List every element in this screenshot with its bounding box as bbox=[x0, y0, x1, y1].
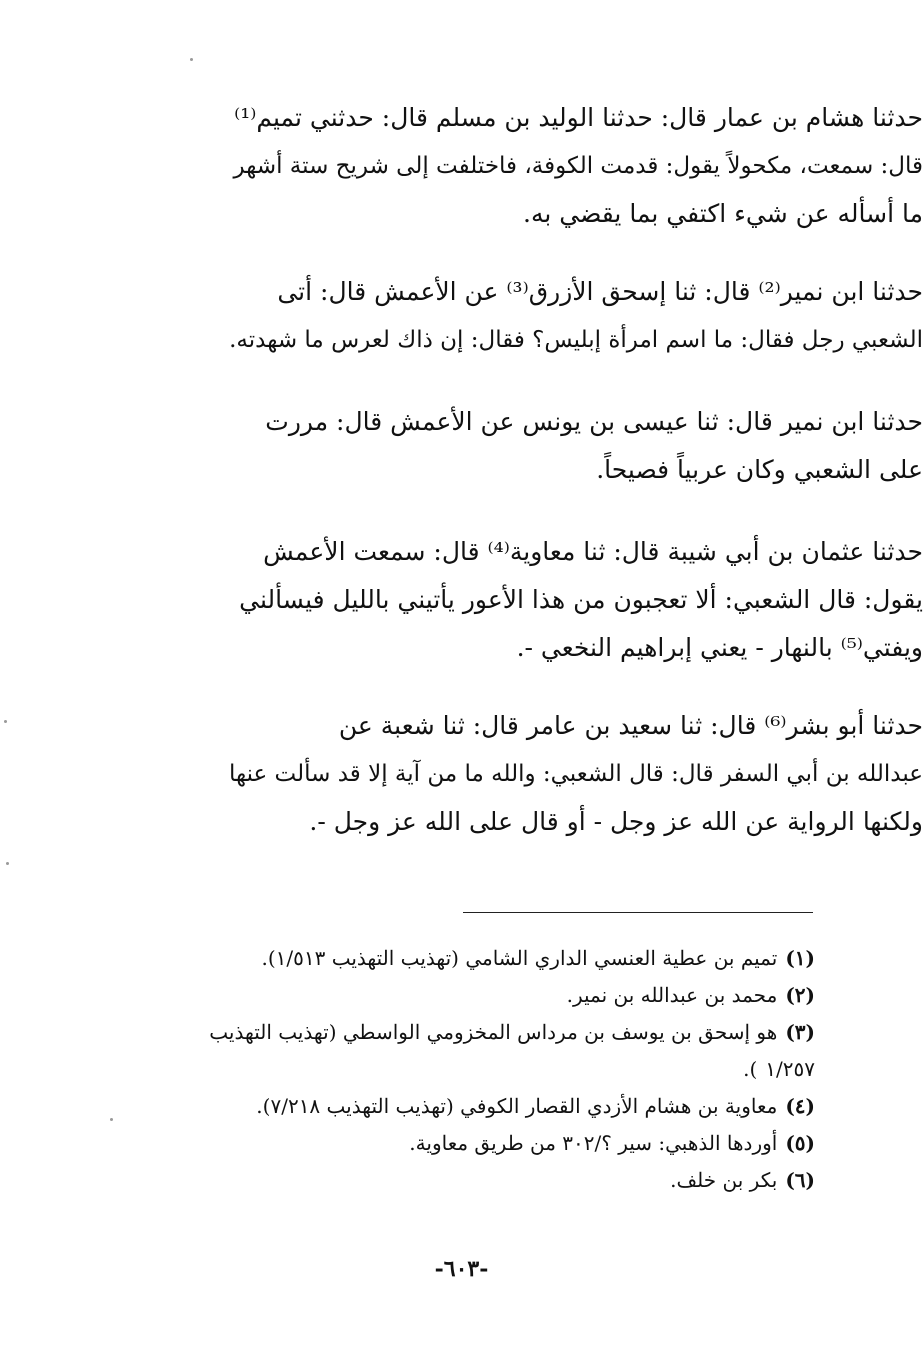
footnote-text: هو إسحق بن يوسف بن مرداس المخزومي الواسطي (تهذيب التهذيب bbox=[209, 1020, 778, 1044]
footnote-number: (٣) bbox=[785, 1020, 815, 1044]
footnote-text: تميم بن عطية العنسي الداري الشامي (تهذيب التهذيب ١/٥١٣). bbox=[261, 946, 778, 970]
footnote-text: بكر بن خلف. bbox=[670, 1168, 778, 1192]
paragraph-line: عبدالله بن أبي السفر قال: قال الشعبي: والله ما من آية إلا قد سألت عنها bbox=[228, 761, 923, 787]
paragraph-2 bbox=[223, 268, 923, 364]
paragraph-line: حدثنا ابن نمير قال: ثنا عيسى بن يونس عن الأعمش قال: مررت bbox=[265, 407, 923, 436]
paragraph-1 bbox=[223, 94, 923, 238]
footnote-text: محمد بن عبدالله بن نمير. bbox=[566, 983, 778, 1007]
footnote-continuation bbox=[110, 1051, 815, 1088]
footnote-number: (٥) bbox=[785, 1131, 815, 1155]
footnote-separator bbox=[463, 912, 813, 913]
footnote-item bbox=[110, 1125, 815, 1162]
footnote-item bbox=[110, 977, 815, 1014]
paragraph-line: على الشعبي وكان عربياً فصيحاً. bbox=[596, 455, 923, 484]
paragraph-3 bbox=[223, 398, 923, 494]
footnote-item bbox=[110, 1088, 815, 1125]
footnote-item bbox=[110, 1014, 815, 1051]
footnotes-list bbox=[110, 940, 815, 1199]
page-number: -٦٠٣- bbox=[434, 1256, 489, 1282]
paragraph-line: حدثنا هشام بن عمار قال: حدثنا الوليد بن مسلم قال: حدثني تميم⁽¹⁾ bbox=[234, 103, 923, 132]
paragraph-line: ويفتي⁽⁵⁾ بالنهار - يعني إبراهيم النخعي -. bbox=[516, 633, 923, 662]
footnote-text: أوردها الذهبي: سير ؟/٣٠٢ من طريق معاوية. bbox=[409, 1131, 778, 1155]
scan-speck bbox=[4, 720, 7, 723]
paragraph-line: حدثنا أبو بشر⁽⁶⁾ قال: ثنا سعيد بن عامر قال: ثنا شعبة عن bbox=[338, 711, 923, 740]
footnote-number: (١) bbox=[785, 946, 815, 970]
footnote-item bbox=[110, 940, 815, 977]
footnote-number: (٦) bbox=[785, 1168, 815, 1192]
paragraph-line: حدثنا ابن نمير⁽²⁾ قال: ثنا إسحق الأزرق⁽³⁾ عن الأعمش قال: أتى bbox=[277, 277, 923, 306]
paragraph-5 bbox=[223, 702, 923, 846]
paragraph-line: ما أسأله عن شيء اكتفي بما يقضي به. bbox=[523, 199, 923, 228]
footnote-number: (٢) bbox=[785, 983, 815, 1007]
paragraph-line: حدثنا عثمان بن أبي شيبة قال: ثنا معاوية⁽⁴⁾ قال: سمعت الأعمش bbox=[263, 537, 923, 566]
scan-speck bbox=[110, 1118, 113, 1121]
footnote-number: (٤) bbox=[785, 1094, 815, 1118]
paragraph-line: يقول: قال الشعبي: ألا تعجبون من هذا الأعور يأتيني بالليل فيسألني bbox=[239, 585, 923, 614]
footnote-item bbox=[110, 1162, 815, 1199]
paragraph-line: الشعبي رجل فقال: ما اسم امرأة إبليس؟ فقال: إن ذاك لعرس ما شهدته. bbox=[229, 327, 923, 353]
paragraph-line: قال: سمعت، مكحولاً يقول: قدمت الكوفة، فاختلفت إلى شريح ستة أشهر bbox=[233, 153, 923, 179]
scan-speck bbox=[6, 862, 9, 865]
footnote-text: ١/٢٥٧). bbox=[743, 1057, 815, 1081]
paragraph-4 bbox=[223, 528, 923, 672]
paragraph-line: ولكنها الرواية عن الله عز وجل - أو قال على الله عز وجل -. bbox=[309, 807, 923, 836]
scan-speck bbox=[190, 58, 193, 61]
footnote-text: معاوية بن هشام الأزدي القصار الكوفي (تهذيب التهذيب ٧/٢١٨). bbox=[256, 1094, 778, 1118]
